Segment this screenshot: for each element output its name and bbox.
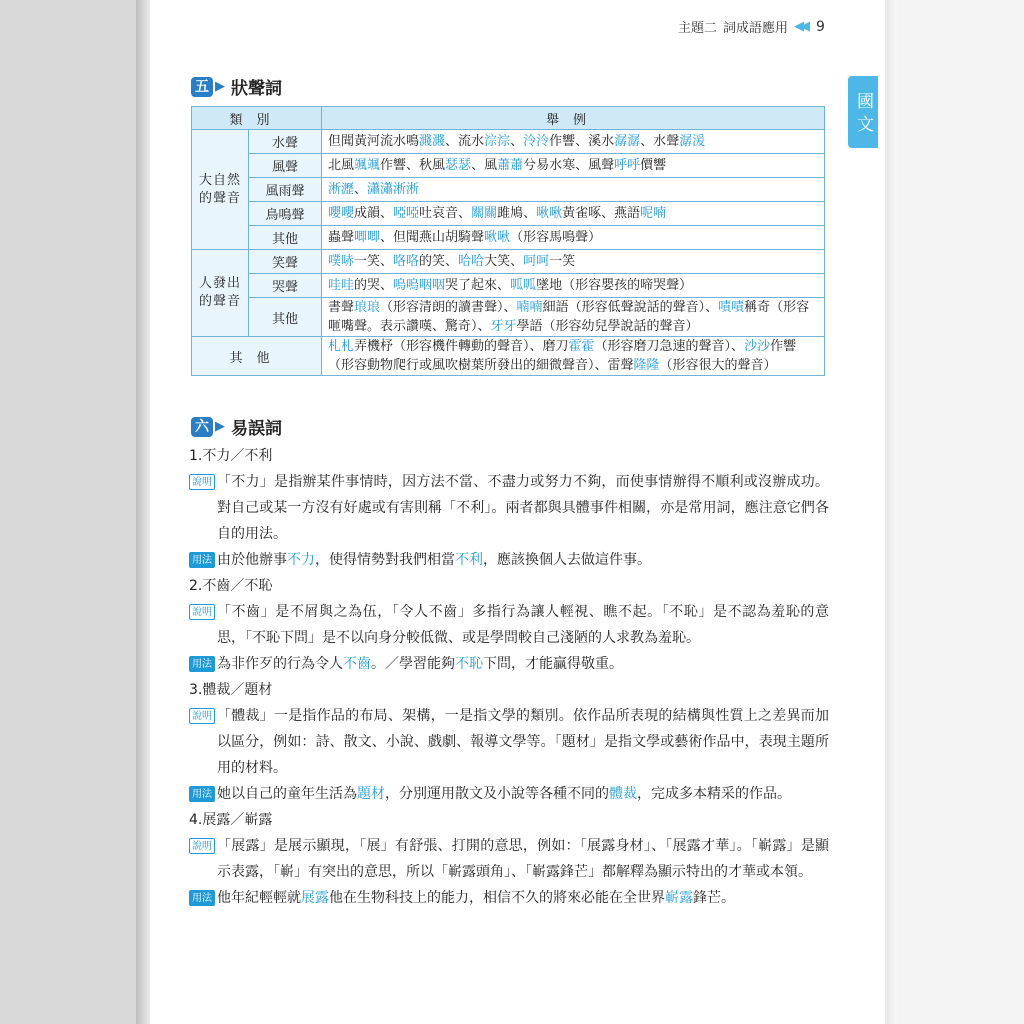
explain-tag: 說明 <box>189 604 215 620</box>
explain-tag: 說明 <box>189 708 215 724</box>
text-run: 稱奇（形容咂嘴聲。表示讚嘆、驚奇）、 <box>328 300 810 334</box>
highlight-word: 泠泠 <box>523 134 550 149</box>
text-run: 學語（形容幼兒學說話的聲音） <box>516 319 699 334</box>
usage-row <box>189 885 829 911</box>
category-cell: 人發出的聲音 <box>192 250 249 337</box>
text-run: ，分別運用散文及小說等各種不同的 <box>385 786 609 802</box>
example-cell <box>322 337 825 376</box>
highlight-word: 沙沙 <box>744 339 771 354</box>
play-arrow-icon: ▶ <box>215 79 225 94</box>
item-title: 1.不力／不利 <box>189 448 273 464</box>
explain-text <box>217 833 829 885</box>
subcategory-cell: 鳥鳴聲 <box>249 202 322 226</box>
text-run: 黃雀啄、燕語 <box>562 206 641 221</box>
highlight-word: 呵呵 <box>523 254 550 269</box>
category-cell: 其他 <box>192 337 322 376</box>
text-run: 、但聞燕山胡騎聲 <box>380 230 485 245</box>
text-run: 作響、溪水 <box>549 134 615 149</box>
highlight-word: 不恥 <box>455 656 483 672</box>
play-arrow-icon: ▶ <box>215 419 225 434</box>
text-run: （形容很大的聲音） <box>659 358 777 373</box>
table-row <box>192 202 825 226</box>
example-cell <box>322 154 825 178</box>
explain-text <box>217 469 829 547</box>
text-run: （形容清朗的讀書聲）、 <box>380 300 517 315</box>
highlight-word: 嗚嗚咽咽 <box>393 278 446 293</box>
header-section: 詞成語應用 <box>723 21 789 36</box>
highlight-word: 嘖嘖 <box>718 300 745 315</box>
table-row <box>192 178 825 202</box>
highlight-word: 潺湲 <box>679 134 706 149</box>
highlight-word: 不齒 <box>343 656 371 672</box>
usage-text <box>217 781 829 807</box>
example-cell <box>322 274 825 298</box>
section-heading: 易誤詞 <box>231 419 282 439</box>
text-run: 的哭、 <box>354 278 394 293</box>
table-header-category: 類別 <box>192 107 322 130</box>
text-run: ，應該換個人去做這件事。 <box>483 552 651 568</box>
explain-tag: 說明 <box>189 838 215 854</box>
subcategory-cell: 風雨聲 <box>249 178 322 202</box>
highlight-word: 呼呼 <box>614 158 641 173</box>
text-run: 大笑、 <box>484 254 524 269</box>
text-run: 「不齒」是不屑與之為伍，「令人不齒」多指行為讓人輕視、瞧不起。「不恥」是不認為羞恥的意思，「不恥下問」是不以向身分較低微、或是學問較自己淺陋的人求教為羞恥。 <box>217 604 829 646</box>
section-heading: 狀聲詞 <box>231 79 282 99</box>
subcategory-cell: 笑聲 <box>249 250 322 274</box>
text-run: 弄機杼（形容機件轉動的聲音）、磨刀 <box>354 339 569 354</box>
confusable-words-list <box>189 443 829 911</box>
highlight-word: 淙淙 <box>484 134 511 149</box>
highlight-word: 潺潺 <box>614 134 641 149</box>
highlight-word: 關關 <box>471 206 498 221</box>
usage-text <box>217 547 829 573</box>
text-run: 蟲聲 <box>328 230 355 245</box>
table-row <box>192 274 825 298</box>
example-cell <box>322 250 825 274</box>
highlight-word: 呱呱 <box>510 278 537 293</box>
highlight-word: 啾啾 <box>536 206 563 221</box>
example-cell <box>322 178 825 202</box>
highlight-word: 牙牙 <box>490 319 517 334</box>
usage-text <box>217 651 829 677</box>
word-pair-item <box>189 443 829 573</box>
explain-tag: 說明 <box>189 474 215 490</box>
chevron-left-icon: ◀◀ <box>794 19 807 34</box>
table-row <box>192 250 825 274</box>
highlight-word: 不力 <box>287 552 315 568</box>
background-right <box>897 0 1024 1024</box>
word-pair-item <box>189 677 829 807</box>
text-run: 雎鳩、 <box>497 206 537 221</box>
text-run: 的笑、 <box>419 254 459 269</box>
subcategory-cell: 其他 <box>249 298 322 337</box>
subcategory-cell: 哭聲 <box>249 274 322 298</box>
section-title-6 <box>191 414 282 439</box>
highlight-word: 淅瀝 <box>328 182 355 197</box>
page-edge <box>885 0 897 1024</box>
table-row <box>192 130 825 154</box>
subcategory-cell: 其他 <box>249 226 322 250</box>
highlight-word: 哇哇 <box>328 278 355 293</box>
highlight-word: 颯颯 <box>354 158 381 173</box>
highlight-word: 琅琅 <box>354 300 381 315</box>
explain-row <box>189 599 829 651</box>
text-run: 他在生物科技上的能力，相信不久的將來必能在全世界 <box>329 890 665 906</box>
word-pair-item <box>189 573 829 677</box>
text-run: 、風 <box>471 158 498 173</box>
explain-row <box>189 833 829 885</box>
highlight-word: 噗哧 <box>328 254 355 269</box>
text-run: 吐哀音、 <box>419 206 472 221</box>
highlight-word: 隆隆 <box>633 358 660 373</box>
text-run: 但聞黃河流水鳴 <box>328 134 420 149</box>
section-title-5 <box>191 74 282 99</box>
usage-row <box>189 651 829 677</box>
highlight-word: 體裁 <box>609 786 637 802</box>
usage-text <box>217 885 829 911</box>
text-run: 、 <box>354 182 368 197</box>
text-run: 下問，才能贏得敬重。 <box>483 656 623 672</box>
highlight-word: 啾啾 <box>484 230 511 245</box>
item-title: 4.展露／嶄露 <box>189 812 273 828</box>
highlight-word: 嶄露 <box>665 890 693 906</box>
page-number: 9 <box>816 18 825 35</box>
text-run: 為非作歹的行為令人 <box>217 656 343 672</box>
highlight-word: 啞啞 <box>393 206 420 221</box>
text-run: 成韻、 <box>354 206 394 221</box>
highlight-word: 展露 <box>301 890 329 906</box>
highlight-word: 蕭蕭 <box>497 158 524 173</box>
text-run: 一笑 <box>549 254 576 269</box>
explain-row <box>189 703 829 781</box>
table-row <box>192 154 825 178</box>
usage-row <box>189 547 829 573</box>
usage-tag: 用法 <box>189 890 215 906</box>
subcategory-cell: 水聲 <box>249 130 322 154</box>
text-run: 、 <box>510 134 524 149</box>
text-run: 「體裁」一是指作品的布局、架構，一是指文學的類別。依作品所表現的結構與性質上之差異而加以區分，例如：詩、散文、小說、戲劇、報導文學等。「題材」是指文學或藝術作品中，表現主題所用的材料。 <box>217 708 829 776</box>
text-run: ，完成多本精采的作品。 <box>637 786 791 802</box>
text-run: （形容馬鳴聲） <box>510 230 602 245</box>
item-title: 3.體裁／題材 <box>189 682 273 698</box>
example-cell <box>322 130 825 154</box>
section-number: 五 <box>191 77 213 97</box>
highlight-word: 唧唧 <box>354 230 381 245</box>
text-run: 。／學習能夠 <box>371 656 455 672</box>
text-run: 價響 <box>640 158 667 173</box>
highlight-word: 札札 <box>328 339 355 354</box>
explain-text <box>217 703 829 781</box>
highlight-word: 霍霍 <box>568 339 595 354</box>
text-run: 他年紀輕輕就 <box>217 890 301 906</box>
usage-tag: 用法 <box>189 656 215 672</box>
example-cell <box>322 202 825 226</box>
category-cell: 大自然的聲音 <box>192 130 249 250</box>
text-run: 、水聲 <box>640 134 680 149</box>
highlight-word: 濺濺 <box>419 134 446 149</box>
text-run: 她以自己的童年生活為 <box>217 786 357 802</box>
example-cell <box>322 298 825 337</box>
text-run: ，使得情勢對我們相當 <box>315 552 455 568</box>
table-row <box>192 226 825 250</box>
highlight-word: 瑟瑟 <box>445 158 472 173</box>
highlight-word: 嚶嚶 <box>328 206 355 221</box>
highlight-word: 哈哈 <box>458 254 485 269</box>
page-header <box>678 17 825 36</box>
text-run: 鋒芒。 <box>693 890 735 906</box>
text-run: 由於他辦事 <box>217 552 287 568</box>
highlight-word: 題材 <box>357 786 385 802</box>
section-number: 六 <box>191 417 213 437</box>
text-run: 「不力」是指辦某件事情時，因方法不當、不盡力或努力不夠，而使事情辦得不順利或沒辦成功。對自己或某一方沒有好處或有害則稱「不利」。兩者都與具體事件相關，亦是常用詞，應注意它們各自的用法。 <box>217 474 829 542</box>
text-run: 細語（形容低聲說話的聲音）、 <box>542 300 719 315</box>
highlight-word: 不利 <box>455 552 483 568</box>
highlight-word: 咯咯 <box>393 254 420 269</box>
usage-tag: 用法 <box>189 552 215 568</box>
text-run: 北風 <box>328 158 355 173</box>
explain-text <box>217 599 829 651</box>
subcategory-cell: 風聲 <box>249 154 322 178</box>
text-run: 兮易水寒、風聲 <box>523 158 615 173</box>
highlight-word: 喃喃 <box>516 300 543 315</box>
usage-row <box>189 781 829 807</box>
text-run: 作響（形容動物爬行或風吹樹葉所發出的細微聲音）、雷聲 <box>328 339 797 373</box>
table-row <box>192 337 825 376</box>
explain-row <box>189 469 829 547</box>
text-run: 一笑、 <box>354 254 394 269</box>
table-row <box>192 298 825 337</box>
text-run: 書聲 <box>328 300 355 315</box>
table-header-examples: 舉例 <box>322 107 825 130</box>
highlight-word: 瀟瀟淅淅 <box>367 182 420 197</box>
text-run: 「展露」是展示顯現，「展」有舒張、打開的意思，例如：「展露身材」、「展露才華」。「嶄露」是顯示表露，「嶄」有突出的意思，所以「嶄露頭角」、「嶄露鋒芒」都解釋為顯示特出的才華或本領。 <box>217 838 829 880</box>
highlight-word: 呢喃 <box>640 206 667 221</box>
text-run: 、流水 <box>445 134 485 149</box>
text-run: 作響、秋風 <box>380 158 446 173</box>
item-title: 2.不齒／不恥 <box>189 578 273 594</box>
onomatopoeia-table <box>191 106 825 376</box>
example-cell <box>322 226 825 250</box>
subject-tab: 國文 <box>848 76 878 148</box>
text-run: 哭了起來、 <box>445 278 511 293</box>
text-run: 墜地（形容嬰孩的啼哭聲） <box>536 278 693 293</box>
header-topic: 主題二 <box>678 21 718 36</box>
word-pair-item <box>189 807 829 911</box>
text-run: （形容磨刀急速的聲音）、 <box>594 339 745 354</box>
usage-tag: 用法 <box>189 786 215 802</box>
